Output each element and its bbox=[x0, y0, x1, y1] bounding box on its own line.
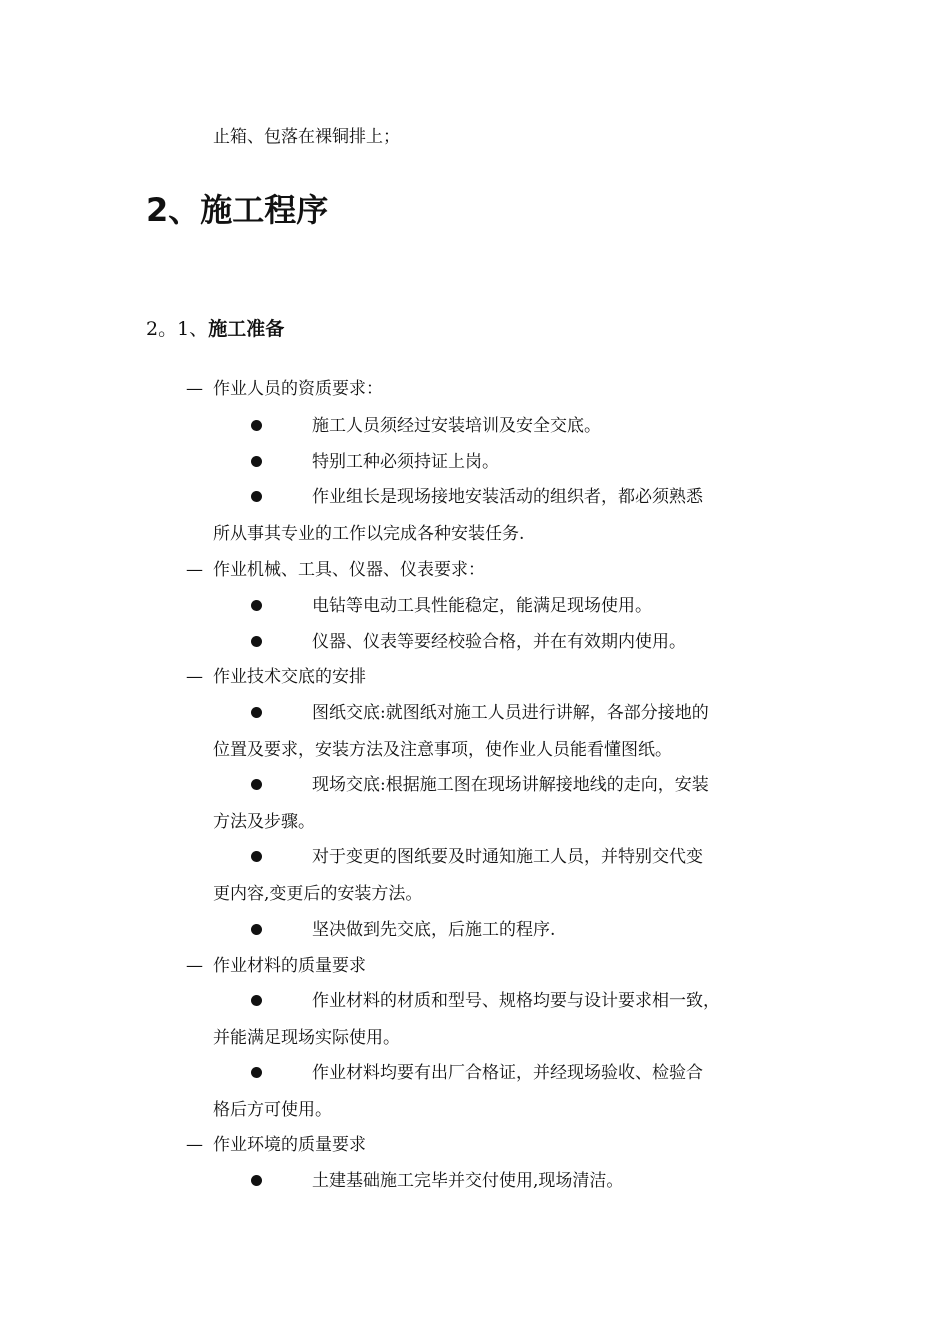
bullet-icon bbox=[251, 707, 262, 718]
continuation-line: 止箱、包落在裸铜排上； bbox=[213, 127, 400, 147]
list-item: 作业材料均要有出厂合格证，并经现场验收、检验合 bbox=[312, 1063, 703, 1083]
list-item: 现场交底:根据施工图在现场讲解接地线的走向，安装 bbox=[312, 775, 709, 795]
bullet-icon bbox=[251, 779, 262, 790]
list-item-continuation: 所从事其专业的工作以完成各种安装任务. bbox=[213, 524, 525, 544]
section-heading bbox=[146, 190, 328, 230]
list-item: 作业材料的材质和型号、规格均要与设计要求相一致， bbox=[312, 991, 720, 1011]
section-title: 施工程序 bbox=[200, 191, 329, 229]
group-dash: — bbox=[186, 667, 203, 687]
bullet-icon bbox=[251, 924, 262, 935]
list-item: 图纸交底:就图纸对施工人员进行讲解，各部分接地的 bbox=[312, 703, 709, 723]
list-item: 作业组长是现场接地安装活动的组织者，都必须熟悉 bbox=[312, 487, 703, 507]
list-item: 坚决做到先交底，后施工的程序. bbox=[312, 920, 556, 940]
list-item-continuation: 并能满足现场实际使用。 bbox=[213, 1028, 400, 1048]
bullet-icon bbox=[251, 995, 262, 1006]
bullet-icon bbox=[251, 851, 262, 862]
group-dash: — bbox=[186, 560, 203, 580]
list-item: 土建基础施工完毕并交付使用,现场清洁。 bbox=[312, 1171, 624, 1191]
group-heading: 作业材料的质量要求 bbox=[213, 956, 366, 976]
group-heading: 作业机械、工具、仪器、仪表要求： bbox=[213, 560, 485, 580]
bullet-icon bbox=[251, 491, 262, 502]
bullet-icon bbox=[251, 1175, 262, 1186]
list-item: 电钻等电动工具性能稳定，能满足现场使用。 bbox=[312, 596, 652, 616]
group-heading: 作业技术交底的安排 bbox=[213, 667, 366, 687]
subsection-title: 施工准备 bbox=[208, 318, 285, 340]
list-item-continuation: 位置及要求，安装方法及注意事项，使作业人员能看懂图纸。 bbox=[213, 740, 672, 760]
list-item: 仪器、仪表等要经校验合格，并在有效期内使用。 bbox=[312, 632, 686, 652]
bullet-icon bbox=[251, 636, 262, 647]
subsection-number: 2。1、 bbox=[146, 318, 209, 340]
list-item: 对于变更的图纸要及时通知施工人员，并特别交代变 bbox=[312, 847, 703, 867]
list-item-continuation: 更内容,变更后的安装方法。 bbox=[213, 884, 423, 904]
list-item: 特别工种必须持证上岗。 bbox=[312, 452, 499, 472]
bullet-icon bbox=[251, 600, 262, 611]
list-item-continuation: 格后方可使用。 bbox=[213, 1100, 332, 1120]
section-number: 2、 bbox=[146, 191, 201, 229]
bullet-icon bbox=[251, 456, 262, 467]
group-dash: — bbox=[186, 956, 203, 976]
group-heading: 作业人员的资质要求： bbox=[213, 379, 383, 399]
group-heading: 作业环境的质量要求 bbox=[213, 1135, 366, 1155]
group-dash: — bbox=[186, 379, 203, 399]
bullet-icon bbox=[251, 420, 262, 431]
list-item: 施工人员须经过安装培训及安全交底。 bbox=[312, 416, 601, 436]
list-item-continuation: 方法及步骤。 bbox=[213, 812, 315, 832]
group-dash: — bbox=[186, 1135, 203, 1155]
bullet-icon bbox=[251, 1067, 262, 1078]
subsection-heading bbox=[146, 316, 284, 342]
